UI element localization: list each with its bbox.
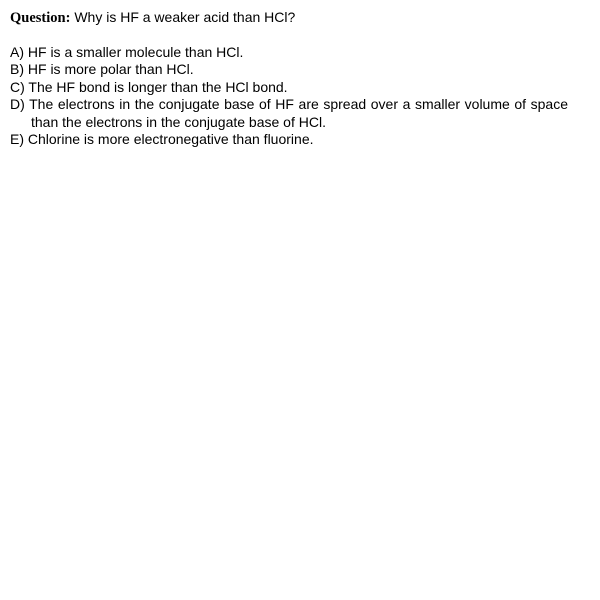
option-text: Chlorine is more electronegative than fluorine. [27,131,314,148]
question-prompt [10,9,568,27]
question-text: Why is HF a weaker acid than HCl? [74,9,296,25]
question-label: Question: [10,10,71,26]
answer-option-e [10,131,568,148]
option-text: HF is more polar than HCl. [27,61,194,78]
question-document [10,9,568,148]
answer-option-b [10,61,568,78]
option-text: HF is a smaller molecule than HCl. [27,44,244,60]
answer-option-a [10,44,568,61]
option-letter: A) [10,44,24,60]
answer-option-d [10,96,568,131]
option-letter: E) [10,131,24,148]
option-letter: B) [10,61,24,78]
option-letter: D) [10,96,25,113]
option-text: The HF bond is longer than the HCl bond. [28,78,288,95]
option-text: The electrons in the conjugate base of HF are spread over a smaller volume of space than the electrons in the conjugate base of HCl. [29,96,569,130]
option-letter: C) [10,78,25,95]
answer-option-c [10,79,568,96]
answer-options [10,44,568,148]
